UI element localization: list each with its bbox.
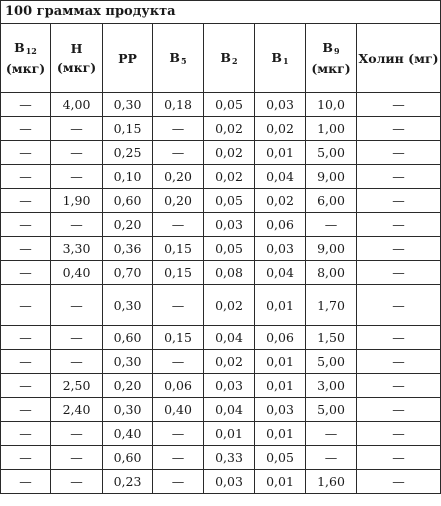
col-header-symbol: H <box>70 41 83 56</box>
table-cell: — <box>1 422 51 446</box>
table-cell: — <box>153 213 204 237</box>
table-cell: — <box>153 285 204 326</box>
table-cell: 9,00 <box>306 237 357 261</box>
table-cell: — <box>1 398 51 422</box>
table-cell: 0,01 <box>204 422 255 446</box>
col-header-subscript: 12 <box>25 46 37 57</box>
col-header-symbol: B <box>169 49 180 65</box>
col-header-symbol: Холин (мг) <box>358 50 439 66</box>
table-cell: 0,30 <box>103 93 153 117</box>
table-cell: 0,04 <box>255 261 306 285</box>
table-cell: 6,00 <box>306 189 357 213</box>
table-cell: — <box>51 141 103 165</box>
table-cell: 0,01 <box>255 141 306 165</box>
table-cell: — <box>1 326 51 350</box>
table-cell: 5,00 <box>306 141 357 165</box>
table-cell: — <box>153 141 204 165</box>
col-header-b12 <box>1 24 51 93</box>
table-cell: — <box>1 117 51 141</box>
table-cell: — <box>51 117 103 141</box>
table-row <box>1 237 441 261</box>
table-cell: 0,40 <box>103 422 153 446</box>
table-cell: — <box>357 374 441 398</box>
table-cell: — <box>51 446 103 470</box>
table-body <box>1 93 441 494</box>
table-cell: 0,23 <box>103 470 153 494</box>
table-cell: 0,10 <box>103 165 153 189</box>
table-cell: — <box>51 326 103 350</box>
table-cell: — <box>357 350 441 374</box>
table-cell: — <box>153 446 204 470</box>
col-header-h <box>51 24 103 93</box>
table-row <box>1 189 441 213</box>
table-cell: 0,02 <box>204 285 255 326</box>
table-cell: 5,00 <box>306 398 357 422</box>
table-cell: — <box>153 350 204 374</box>
table-cell: — <box>153 422 204 446</box>
table-cell: 0,04 <box>204 326 255 350</box>
table-cell: 0,02 <box>255 189 306 213</box>
table-cell: — <box>306 446 357 470</box>
table-cell: 3,30 <box>51 237 103 261</box>
table-cell: — <box>51 213 103 237</box>
table-cell: 0,03 <box>204 374 255 398</box>
table-cell: — <box>1 141 51 165</box>
table-cell: — <box>51 285 103 326</box>
table-cell: — <box>1 446 51 470</box>
col-header-subscript: 2 <box>232 55 238 66</box>
table-row <box>1 141 441 165</box>
table-cell: — <box>1 470 51 494</box>
table-row <box>1 93 441 117</box>
table-cell: — <box>1 213 51 237</box>
col-header-symbol: B <box>271 49 282 65</box>
table-cell: 0,20 <box>153 189 204 213</box>
table-cell: 0,15 <box>153 237 204 261</box>
table-cell: 0,02 <box>204 117 255 141</box>
table-cell: 0,02 <box>204 141 255 165</box>
table-cell: — <box>357 237 441 261</box>
table-cell: 0,30 <box>103 285 153 326</box>
table-cell: 0,03 <box>255 93 306 117</box>
table-cell: — <box>357 261 441 285</box>
table-cell: — <box>357 446 441 470</box>
col-header-b1 <box>255 24 306 93</box>
table-cell: — <box>357 141 441 165</box>
table-cell: — <box>1 189 51 213</box>
table-cell: — <box>357 398 441 422</box>
table-row <box>1 165 441 189</box>
table-cell: — <box>357 189 441 213</box>
col-header-symbol: B <box>220 49 231 65</box>
table-cell: — <box>153 117 204 141</box>
col-header-b5 <box>153 24 204 93</box>
col-header-unit: (мкг) <box>311 60 351 76</box>
col-header-symbol: B <box>14 40 25 56</box>
table-cell: 0,05 <box>204 189 255 213</box>
table-cell: — <box>357 165 441 189</box>
table-row <box>1 470 441 494</box>
table-caption: 100 граммах продукта <box>1 1 441 24</box>
table-cell: — <box>306 213 357 237</box>
table-cell: 0,15 <box>103 117 153 141</box>
table-row <box>1 398 441 422</box>
table-cell: — <box>357 213 441 237</box>
table-cell: 0,15 <box>153 261 204 285</box>
table-cell: 0,06 <box>255 326 306 350</box>
col-header-pp <box>103 24 153 93</box>
col-header-b9 <box>306 24 357 93</box>
table-cell: 0,60 <box>103 446 153 470</box>
col-header-unit: (мкг) <box>5 60 46 76</box>
table-cell: 0,04 <box>255 165 306 189</box>
col-header-subscript: 9 <box>334 46 340 57</box>
table-cell: — <box>357 93 441 117</box>
table-cell: — <box>357 470 441 494</box>
table-cell: — <box>357 117 441 141</box>
table-row <box>1 446 441 470</box>
table-row <box>1 350 441 374</box>
table-cell: 1,70 <box>306 285 357 326</box>
col-header-b2 <box>204 24 255 93</box>
table-cell: 0,01 <box>255 470 306 494</box>
table-cell: 0,05 <box>204 93 255 117</box>
table-cell: — <box>1 237 51 261</box>
table-cell: 0,20 <box>103 213 153 237</box>
table-cell: 0,06 <box>255 213 306 237</box>
table-cell: 9,00 <box>306 165 357 189</box>
col-header-choline <box>357 24 441 93</box>
table-cell: 0,03 <box>204 213 255 237</box>
table-cell: — <box>357 422 441 446</box>
table-cell: 1,60 <box>306 470 357 494</box>
table-cell: 0,01 <box>255 374 306 398</box>
table-cell: 0,60 <box>103 326 153 350</box>
table-cell: 3,00 <box>306 374 357 398</box>
header-row <box>1 24 441 93</box>
table-cell: 0,03 <box>255 237 306 261</box>
table-cell: 0,05 <box>255 446 306 470</box>
table-cell: — <box>306 422 357 446</box>
table-cell: 0,40 <box>51 261 103 285</box>
table-cell: 1,00 <box>306 117 357 141</box>
table-row <box>1 261 441 285</box>
table-cell: — <box>1 374 51 398</box>
table-cell: 0,05 <box>204 237 255 261</box>
table-cell: — <box>51 350 103 374</box>
table-cell: 0,02 <box>204 165 255 189</box>
table-cell: 0,25 <box>103 141 153 165</box>
table-cell: 1,90 <box>51 189 103 213</box>
table-cell: 0,02 <box>255 117 306 141</box>
table-cell: 0,08 <box>204 261 255 285</box>
table-cell: — <box>51 165 103 189</box>
table-cell: — <box>1 93 51 117</box>
table-cell: 0,03 <box>255 398 306 422</box>
table-row <box>1 117 441 141</box>
table-cell: 0,04 <box>204 398 255 422</box>
table-cell: 1,50 <box>306 326 357 350</box>
table-cell: 0,01 <box>255 285 306 326</box>
col-header-symbol: PP <box>118 50 137 66</box>
table-cell: 10,0 <box>306 93 357 117</box>
table-cell: — <box>357 285 441 326</box>
table-cell: — <box>1 165 51 189</box>
table-cell: — <box>51 470 103 494</box>
table-cell: 0,40 <box>153 398 204 422</box>
table-cell: — <box>153 470 204 494</box>
table-cell: 0,36 <box>103 237 153 261</box>
table-cell: 0,20 <box>103 374 153 398</box>
table-row <box>1 326 441 350</box>
table-cell: 0,20 <box>153 165 204 189</box>
table-cell: 0,70 <box>103 261 153 285</box>
table-cell: — <box>51 422 103 446</box>
table-cell: 5,00 <box>306 350 357 374</box>
table-cell: 0,01 <box>255 350 306 374</box>
col-header-symbol: B <box>322 40 333 56</box>
col-header-subscript: 1 <box>283 55 289 66</box>
table-cell: 0,60 <box>103 189 153 213</box>
table-cell: 0,03 <box>204 470 255 494</box>
col-header-unit: (мкг) <box>56 60 97 75</box>
table-cell: 0,06 <box>153 374 204 398</box>
table-cell: — <box>1 350 51 374</box>
table-cell: 2,40 <box>51 398 103 422</box>
table-cell: 0,30 <box>103 350 153 374</box>
table-cell: 0,15 <box>153 326 204 350</box>
table-row <box>1 374 441 398</box>
col-header-subscript: 5 <box>181 55 187 66</box>
table-cell: — <box>357 326 441 350</box>
table-row <box>1 213 441 237</box>
table-cell: 0,02 <box>204 350 255 374</box>
table-row <box>1 285 441 326</box>
table-cell: 0,18 <box>153 93 204 117</box>
table-cell: 2,50 <box>51 374 103 398</box>
table-cell: 0,33 <box>204 446 255 470</box>
table-cell: — <box>1 261 51 285</box>
table-cell: — <box>1 285 51 326</box>
table-row <box>1 422 441 446</box>
table-cell: 0,30 <box>103 398 153 422</box>
table-cell: 4,00 <box>51 93 103 117</box>
table-cell: 0,01 <box>255 422 306 446</box>
table-cell: 8,00 <box>306 261 357 285</box>
